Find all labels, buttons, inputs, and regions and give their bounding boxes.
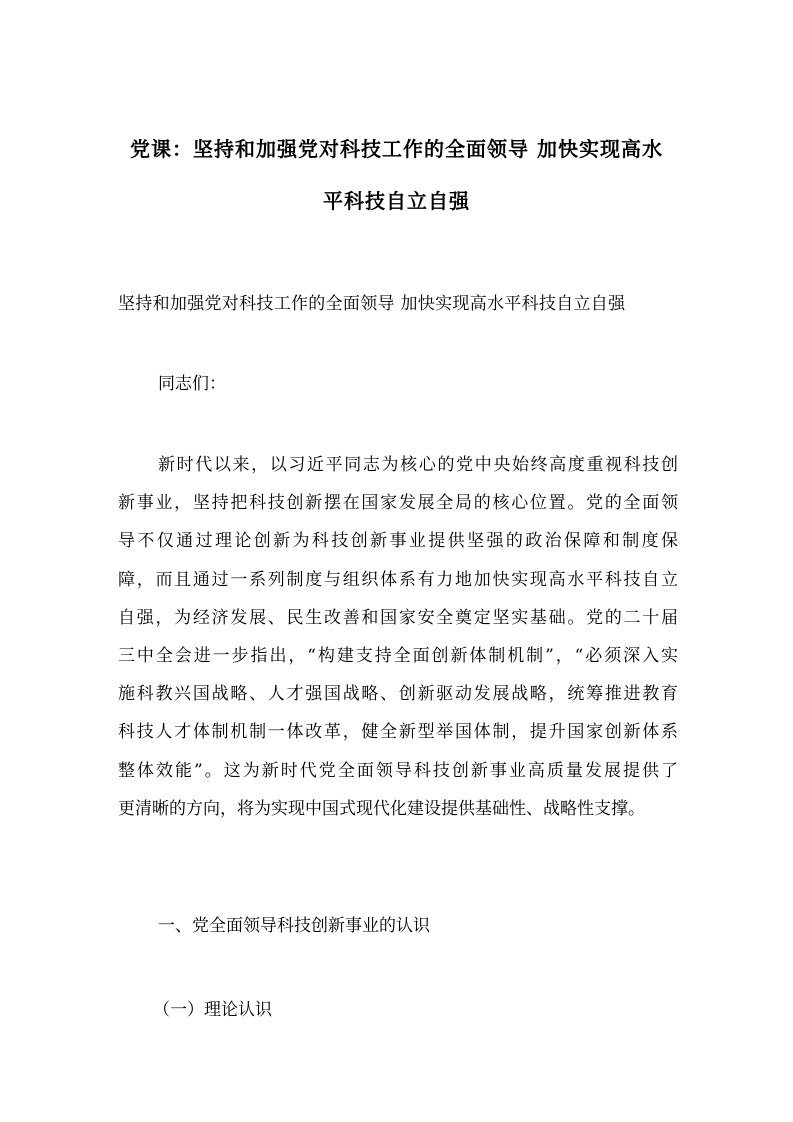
paragraph-line: 障，而且通过一系列制度与组织体系有力地加快实现高水平科技自立 bbox=[118, 569, 678, 590]
paragraph-line: 更清晰的方向，将为实现中国式现代化建设提供基础性、战略性支撑。 bbox=[118, 798, 645, 819]
paragraph-line: 导不仅通过理论创新为科技创新事业提供坚强的政治保障和制度保 bbox=[118, 531, 678, 552]
document-subtitle: 坚持和加强党对科技工作的全面领导 加快实现高水平科技自立自强 bbox=[118, 294, 626, 314]
paragraph-line: 整体效能”。这为新时代党全面领导科技创新事业高质量发展提供了 bbox=[118, 760, 678, 781]
document-title-line-1: 党课：坚持和加强党对科技工作的全面领导 加快实现高水 bbox=[130, 137, 663, 161]
paragraph-line: 自强，为经济发展、民生改善和国家安全奠定坚实基础。党的二十届 bbox=[118, 607, 678, 628]
sub-heading: （一）理论认识 bbox=[153, 1000, 272, 1020]
paragraph-line: 新时代以来，以习近平同志为核心的党中央始终高度重视科技创 bbox=[158, 455, 678, 475]
paragraph-line: 三中全会进一步指出，“构建支持全面创新体制机制”，“必须深入实 bbox=[118, 645, 678, 666]
body-paragraph bbox=[118, 453, 678, 835]
section-heading: 一、党全面领导科技创新事业的认识 bbox=[158, 916, 430, 936]
paragraph-line: 新事业，坚持把科技创新摆在国家发展全局的核心位置。党的全面领 bbox=[118, 493, 678, 514]
document-title-line-2: 平科技自立自强 bbox=[323, 189, 470, 213]
paragraph-line: 科技人才体制机制一体改革，健全新型举国体制，提升国家创新体系 bbox=[118, 722, 678, 743]
paragraph-line: 施科教兴国战略、人才强国战略、创新驱动发展战略，统筹推进教育 bbox=[118, 684, 678, 705]
salutation: 同志们： bbox=[158, 374, 226, 394]
document-title bbox=[118, 123, 675, 227]
